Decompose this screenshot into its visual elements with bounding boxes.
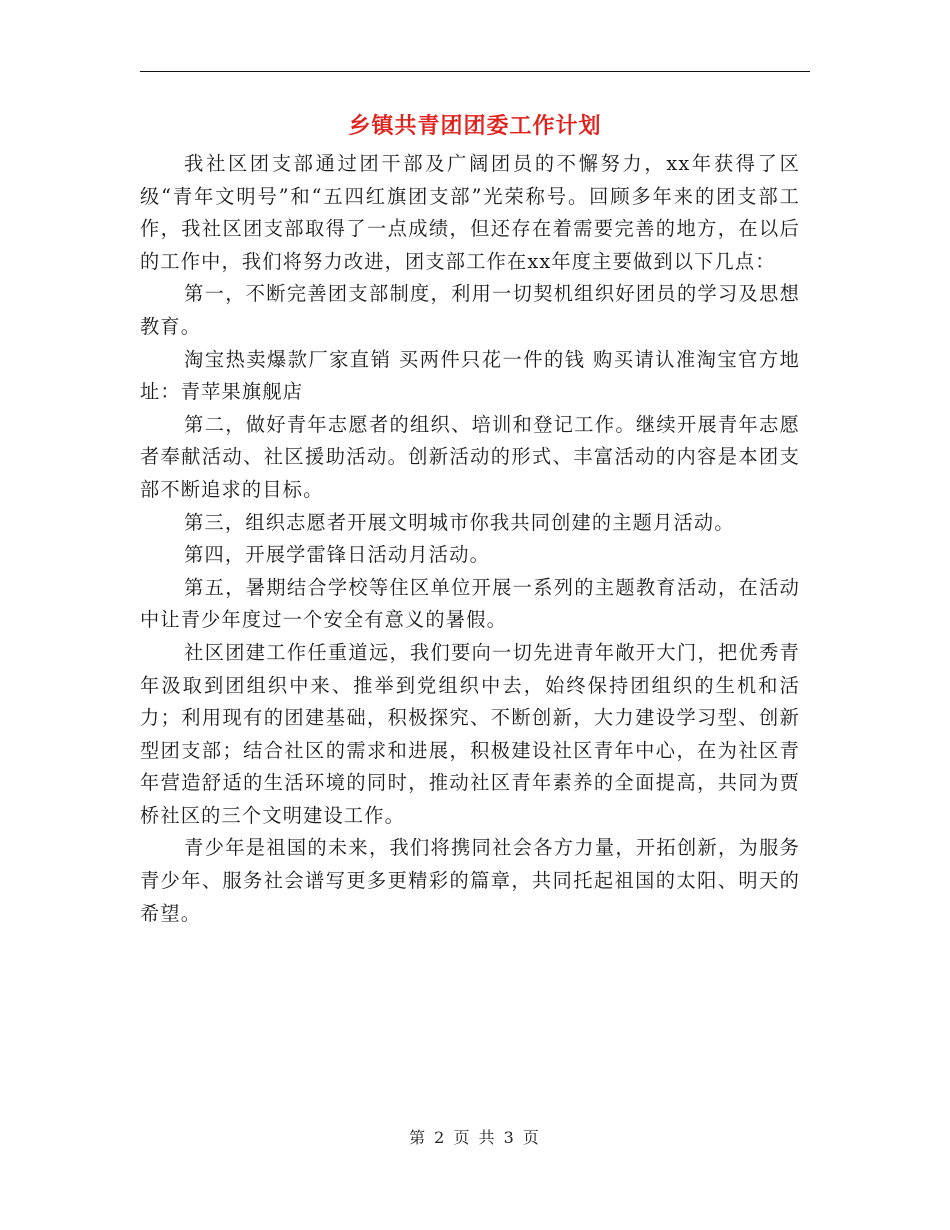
paragraph-item-1: 第一，不断完善团支部制度，利用一切契机组织好团员的学习及思想教育。 [140, 282, 800, 338]
page-number: 第 2 页 共 3 页 [409, 1128, 541, 1147]
paragraph-item-5: 第五，暑期结合学校等住区单位开展一系列的主题教育活动，在活动中让青少年度过一个安全有意义的暑假。 [140, 575, 800, 632]
paragraph-intro: 我社区团支部通过团干部及广阔团员的不懈努力，xx年获得了区级“青年文明号”和“五四红旗团支部”光荣称号。回顾多年来的团支部工作，我社区团支部取得了一点成绩，但还存在着需要完善的地方，在以后的工作中，我们将努力改进，团支部工作在xx年度主要做到以下几点： [140, 152, 800, 273]
paragraph-ad: 淘宝热卖爆款厂家直销 买两件只花一件的钱 购买请认准淘宝官方地址：青苹果旗舰店 [140, 347, 800, 404]
paragraph-closing: 青少年是祖国的未来，我们将携同社会各方力量，开拓创新，为服务青少年、服务社会谱写更多更精彩的篇章，共同托起祖国的太阳、明天的希望。 [140, 836, 800, 925]
header-rule [140, 71, 810, 72]
paragraph-item-2: 第二，做好青年志愿者的组织、培训和登记工作。继续开展青年志愿者奉献活动、社区援助活动。创新活动的形式、丰富活动的内容是本团支部不断追求的目标。 [140, 412, 800, 501]
paragraph-item-4: 第四，开展学雷锋日活动月活动。 [184, 543, 490, 567]
paragraph-summary: 社区团建工作任重道远，我们要向一切先进青年敞开大门，把优秀青年汲取到团组织中来、推举到党组织中去，始终保持团组织的生机和活力；利用现有的团建基础，积极探究、不断创新，大力建设学习型、创新型团支部；结合社区的需求和进展，积极建设社区青年中心，在为社区青年营造舒适的生活环境的同时，推动社区青年素养的全面提高，共同为贾桥社区的三个文明建设工作。 [140, 640, 800, 827]
paragraph-item-3: 第三，组织志愿者开展文明城市你我共同创建的主题月活动。 [184, 510, 735, 534]
document-body [140, 148, 800, 930]
document-title: 乡镇共青团团委工作计划 [348, 113, 602, 139]
